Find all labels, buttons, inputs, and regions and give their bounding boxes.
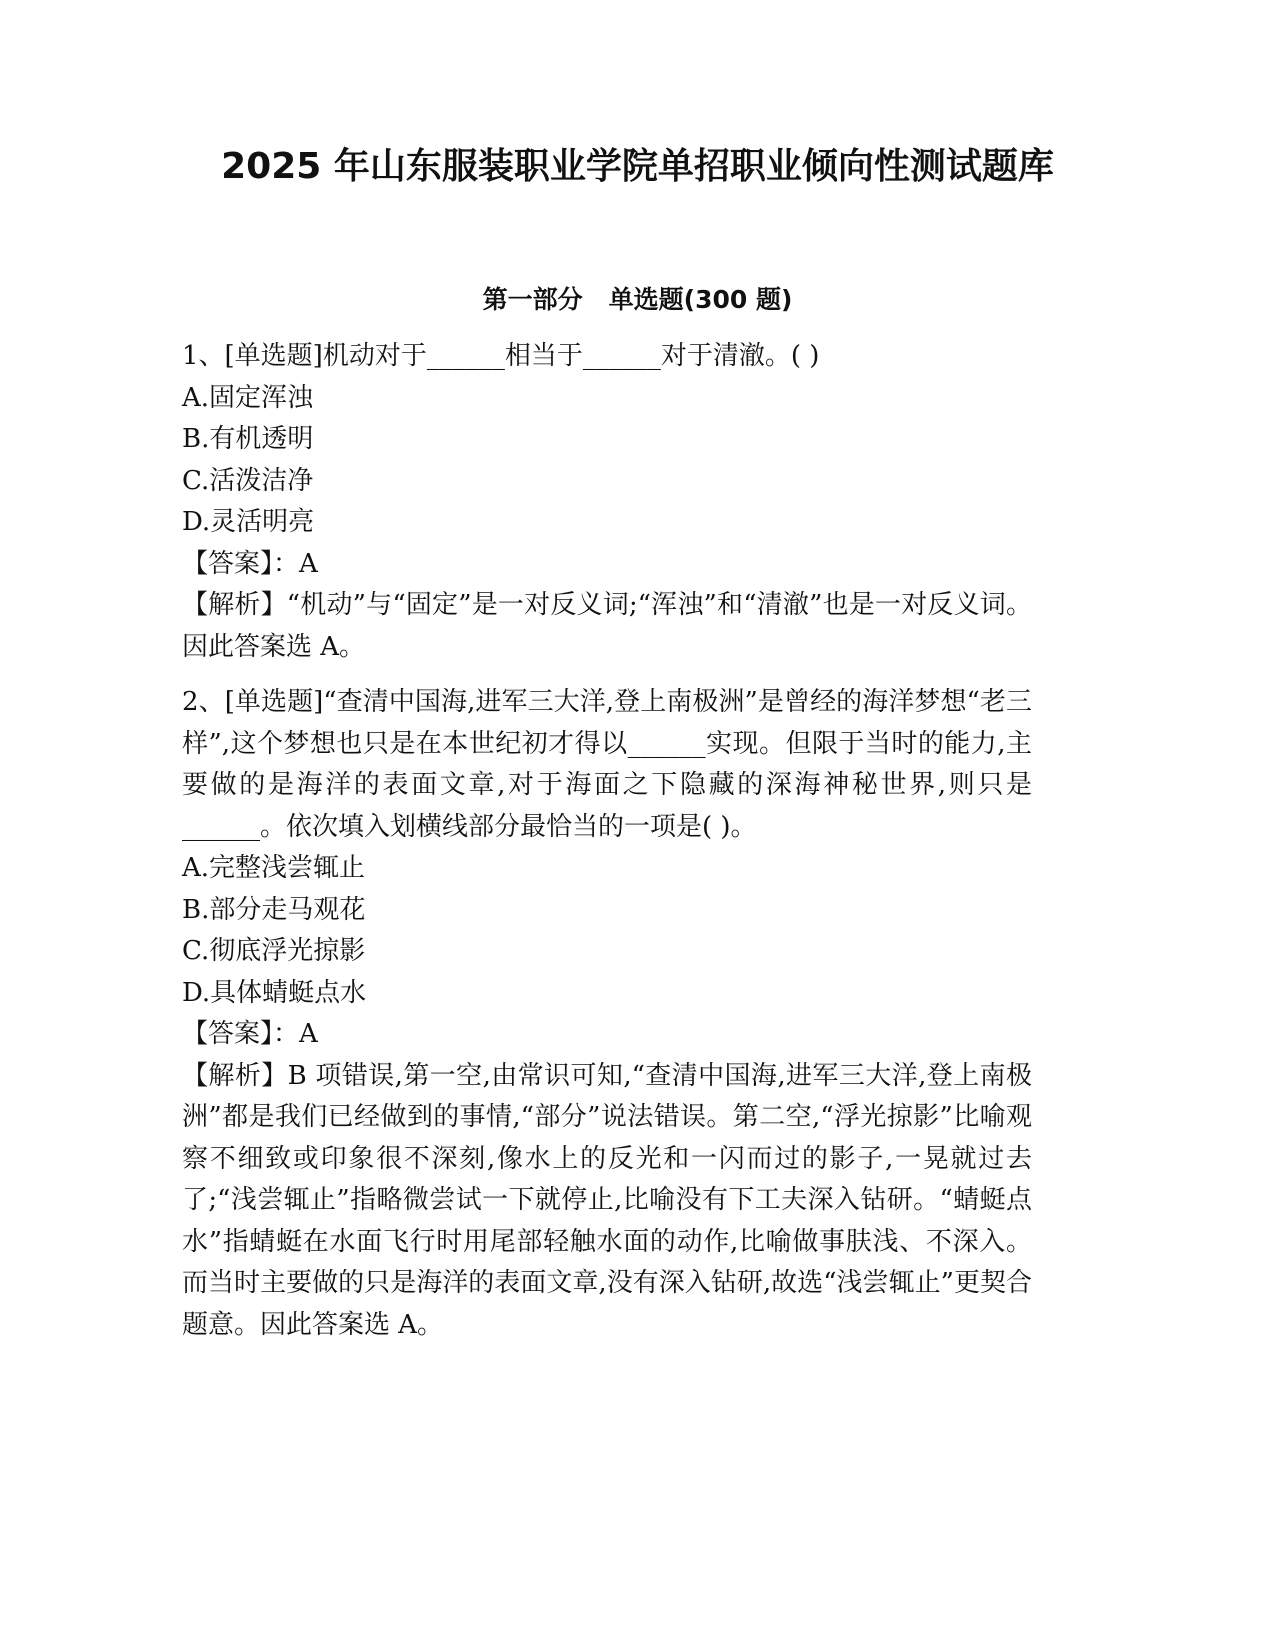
question-1	[182, 336, 1032, 668]
section-title: 第一部分 单选题(300 题)	[482, 285, 793, 314]
answer: 【答案】：A	[182, 548, 318, 579]
option-d: D.具体蜻蜓点水	[182, 977, 367, 1008]
option-d: D.灵活明亮	[182, 507, 315, 537]
option-b: B.有机透明	[182, 424, 314, 454]
option-a: A.固定浑浊	[182, 382, 314, 413]
option-c: C.活泼洁净	[182, 465, 314, 496]
document-title: 2025 年山东服装职业学院单招职业倾向性测试题库	[221, 146, 1054, 187]
analysis: 【解析】B 项错误,第一空,由常识可知,“查清中国海,进军三大洋,登上南极洲”都是我们已经做到的事情,“部分”说法错误。第二空,“浮光掠影”比喻观察不细致或印象很不深刻,像水上的反光和一闪而过的影子,一晃就过去了;“浅尝辄止”指略微尝试一下就停止,比喻没有下工夫深入钻研。“蜻蜓点水”指蜻蜓在水面飞行时用尾部轻触水面的动作,比喻做事肤浅、不深入。而当时主要做的只是海洋的表面文章,没有深入钻研,故选“浅尝辄止”更契合题意。因此答案选 A。	[182, 1060, 1032, 1340]
option-b: B.部分走马观花	[182, 894, 366, 925]
question-list	[182, 336, 1032, 1360]
question-2	[182, 682, 1032, 1346]
question-stem: 1、[单选题]机动对于______相当于______对于清澈。( )	[182, 341, 820, 371]
answer: 【答案】：A	[182, 1019, 318, 1049]
question-stem: 2、[单选题]“查清中国海,进军三大洋,登上南极洲”是曾经的海洋梦想“老三样”,这个梦想也只是在本世纪初才得以______实现。但限于当时的能力,主要做的是海洋的表面文章,对于海面之下隐藏的深海神秘世界,则只是______。依次填入划横线部分最恰当的一项是( )。	[182, 687, 1032, 842]
analysis: 【解析】“机动”与“固定”是一对反义词;“浑浊”和“清澈”也是一对反义词。因此答案选 A。	[182, 590, 1032, 662]
option-c: C.彻底浮光掠影	[182, 936, 366, 966]
option-a: A.完整浅尝辄止	[182, 853, 366, 883]
